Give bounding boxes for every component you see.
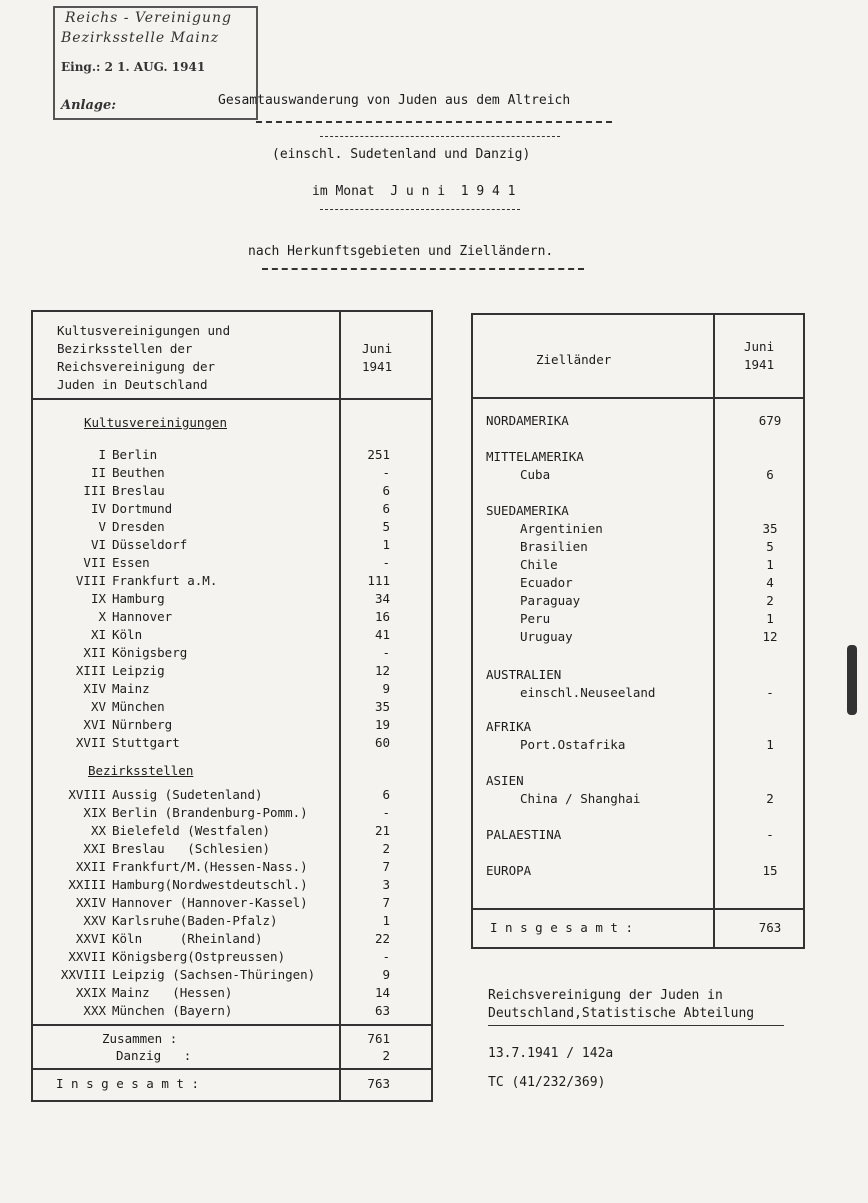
destination-header-year: 1941 [744,357,775,372]
origin-header-label-4: Juden in Deutschland [57,377,208,392]
footer-underline [488,1025,784,1026]
footer-reference: 13.7.1941 / 142a [488,1046,614,1061]
destination-row-value: 679 [758,413,782,428]
kultus-row-number: XVI [83,717,106,732]
destination-row-label: EUROPA [486,863,532,878]
stamp-received-date: Eing.: 2 1. AUG. 1941 [61,60,206,74]
destination-row-value: 12 [762,629,778,644]
destination-row-label: AFRIKA [486,719,532,734]
bezirk-row-number: XXIV [75,895,106,910]
document-subtitle: (einschl. Sudetenland und Danzig) [272,147,531,162]
origin-header-year: 1941 [362,359,393,374]
bezirk-row-number: XXII [75,859,106,874]
destination-row-label: Ecuador [520,575,573,590]
bezirk-row-number: XIX [83,805,106,820]
destination-row-label: PALAESTINA [486,827,562,842]
sum-value: 761 [367,1031,390,1046]
kultus-row-value: 111 [367,573,390,588]
kultus-row-name: Frankfurt a.M. [112,573,218,588]
destination-total-value: 763 [758,920,782,935]
kultus-row-name: München [112,699,165,714]
kultus-row-number: VII [83,555,106,570]
destination-row-value: - [766,685,774,700]
destination-header-month: Juni [744,339,775,354]
stamp-line-2: Bezirksstelle Mainz [61,30,220,46]
bezirk-row-value: - [382,949,390,964]
kultus-row-number: XI [90,627,106,642]
kultus-row-value: 251 [367,447,390,462]
kultus-row-name: Nürnberg [112,717,173,732]
bezirk-row-value: - [382,805,390,820]
destination-row-value: 15 [762,863,778,878]
bezirk-row-number: XX [90,823,106,838]
bezirk-row-name: Berlin (Brandenburg-Pomm.) [112,805,308,820]
destination-row-value: 4 [766,575,774,590]
bezirk-row-name: Frankfurt/M.(Hessen-Nass.) [112,859,308,874]
bezirk-row-name: München (Bayern) [112,1003,233,1018]
kultus-row-value: 35 [374,699,390,714]
kultus-row-number: X [98,609,106,624]
kultus-row-number: V [98,519,106,534]
kultus-row-name: Dresden [112,519,165,534]
bezirk-row-name: Leipzig (Sachsen-Thüringen) [112,967,316,982]
destination-total-rule [471,908,805,910]
bezirk-row-name: Breslau (Schlesien) [112,841,271,856]
bezirk-row-value: 14 [374,985,390,1000]
bezirk-row-number: XXVII [68,949,106,964]
destination-row-label: AUSTRALIEN [486,667,562,682]
kultus-row-value: 6 [382,501,390,516]
bezirk-row-name: Hamburg(Nordwestdeutschl.) [112,877,308,892]
bezirk-row-value: 7 [382,859,390,874]
destination-row-value: 35 [762,521,778,536]
kultus-row-number: XVII [75,735,106,750]
kultus-row-name: Berlin [112,447,158,462]
footer-org-line-2: Deutschland,Statistische Abteilung [488,1006,755,1021]
danzig-value: 2 [382,1048,390,1063]
kultus-row-number: IV [90,501,106,516]
kultus-row-name: Hamburg [112,591,165,606]
destination-row-label: Port.Ostafrika [520,737,626,752]
kultus-row-name: Dortmund [112,501,173,516]
origin-header-month: Juni [362,341,393,356]
sum-rule [31,1024,433,1026]
section-kultusvereinigungen: Kultusvereinigungen [84,415,227,430]
origin-column-divider [339,310,341,1102]
kultus-row-number: XII [83,645,106,660]
bezirk-row-value: 9 [382,967,390,982]
kultus-row-value: 12 [374,663,390,678]
kultus-row-name: Düsseldorf [112,537,188,552]
kultus-row-value: 60 [374,735,390,750]
destination-total-label: I n s g e s a m t : [490,920,633,935]
destination-row-value: 1 [766,737,774,752]
bezirk-row-name: Hannover (Hannover-Kassel) [112,895,308,910]
destination-row-label: Brasilien [520,539,588,554]
destination-row-value: 1 [766,557,774,572]
origin-header-label-3: Reichsvereinigung der [57,359,216,374]
kultus-row-name: Breslau [112,483,165,498]
bezirk-row-number: XXVIII [60,967,106,982]
kultus-row-name: Hannover [112,609,173,624]
document-title: Gesamtauswanderung von Juden aus dem Altreich [218,93,571,108]
kultus-row-value: 16 [374,609,390,624]
kultus-row-value: 19 [374,717,390,732]
destination-row-value: 6 [766,467,774,482]
kultus-row-number: XIV [83,681,106,696]
kultus-row-name: Essen [112,555,150,570]
bezirk-row-number: XXV [83,913,106,928]
bezirk-row-name: Bielefeld (Westfalen) [112,823,271,838]
month-underline [320,209,520,210]
destination-row-label: Peru [520,611,551,626]
stamp-attachment: Anlage: [61,98,117,113]
destination-header-label: Zielländer [536,352,612,367]
bezirk-row-name: Aussig (Sudetenland) [112,787,263,802]
kultus-row-name: Beuthen [112,465,165,480]
bezirk-row-value: 7 [382,895,390,910]
destination-row-label: China / Shanghai [520,791,641,806]
kultus-row-value: 1 [382,537,390,552]
kultus-row-name: Stuttgart [112,735,180,750]
destination-row-value: 1 [766,611,774,626]
destination-row-value: - [766,827,774,842]
kultus-row-number: VI [90,537,106,552]
kultus-row-name: Leipzig [112,663,165,678]
by-underline [262,268,584,270]
destination-row-value: 2 [766,593,774,608]
destination-row-label: NORDAMERIKA [486,413,569,428]
title-underline-2 [320,136,560,137]
bezirk-row-value: 6 [382,787,390,802]
origin-total-value: 763 [367,1076,390,1091]
bezirk-row-number: XXI [83,841,106,856]
destination-row-label: Cuba [520,467,551,482]
kultus-row-number: XIII [75,663,106,678]
destination-row-label: MITTELAMERIKA [486,449,584,464]
section-bezirksstellen: Bezirksstellen [88,763,194,778]
bezirk-row-value: 22 [374,931,390,946]
destination-row-label: SUEDAMERIKA [486,503,569,518]
kultus-row-number: VIII [75,573,106,588]
bezirk-row-name: Köln (Rheinland) [112,931,263,946]
destination-row-label: Chile [520,557,558,572]
document-by: nach Herkunftsgebieten und Zielländern. [248,244,554,259]
document-month: im Monat J u n i 1 9 4 1 [312,184,516,199]
margin-ink-mark [847,645,857,715]
kultus-row-value: 34 [374,591,390,606]
bezirk-row-value: 3 [382,877,390,892]
total-rule [31,1068,433,1070]
footer-code: TC (41/232/369) [488,1075,606,1090]
origin-header-label-1: Kultusvereinigungen und [57,323,231,338]
destination-header-rule [471,397,805,399]
footer-org-line-1: Reichsvereinigung der Juden in [488,988,723,1003]
kultus-row-value: - [382,555,390,570]
title-underline [256,121,612,123]
origin-total-label: I n s g e s a m t : [56,1076,199,1091]
bezirk-row-value: 2 [382,841,390,856]
kultus-row-name: Köln [112,627,143,642]
bezirk-row-number: XXIII [68,877,106,892]
bezirk-row-value: 1 [382,913,390,928]
kultus-row-value: 5 [382,519,390,534]
kultus-row-name: Königsberg [112,645,188,660]
bezirk-row-name: Karlsruhe(Baden-Pfalz) [112,913,278,928]
bezirk-row-value: 21 [374,823,390,838]
destination-row-label: Argentinien [520,521,603,536]
destination-row-value: 5 [766,539,774,554]
danzig-label: Danzig : [116,1048,192,1063]
kultus-row-number: IX [90,591,106,606]
sum-label: Zusammen : [102,1031,178,1046]
kultus-row-name: Mainz [112,681,150,696]
bezirk-row-name: Königsberg(Ostpreussen) [112,949,286,964]
kultus-row-value: - [382,465,390,480]
kultus-row-value: - [382,645,390,660]
kultus-row-number: III [83,483,106,498]
destination-row-label: Uruguay [520,629,573,644]
bezirk-row-number: XVIII [68,787,106,802]
kultus-row-value: 41 [374,627,390,642]
origin-header-rule [31,398,433,400]
destination-row-value: 2 [766,791,774,806]
kultus-row-number: XV [90,699,106,714]
bezirk-row-number: XXVI [75,931,106,946]
bezirk-row-value: 63 [374,1003,390,1018]
origin-header-label-2: Bezirksstellen der [57,341,193,356]
destination-row-label: einschl.Neuseeland [520,685,656,700]
destination-row-label: Paraguay [520,593,581,608]
kultus-row-value: 6 [382,483,390,498]
destination-column-divider [713,313,715,949]
kultus-row-number: I [98,447,106,462]
kultus-row-value: 9 [382,681,390,696]
stamp-line-1: Reichs - Vereinigung [65,10,232,26]
kultus-row-number: II [90,465,106,480]
destination-row-label: ASIEN [486,773,524,788]
bezirk-row-number: XXX [83,1003,106,1018]
bezirk-row-number: XXIX [75,985,106,1000]
bezirk-row-name: Mainz (Hessen) [112,985,233,1000]
